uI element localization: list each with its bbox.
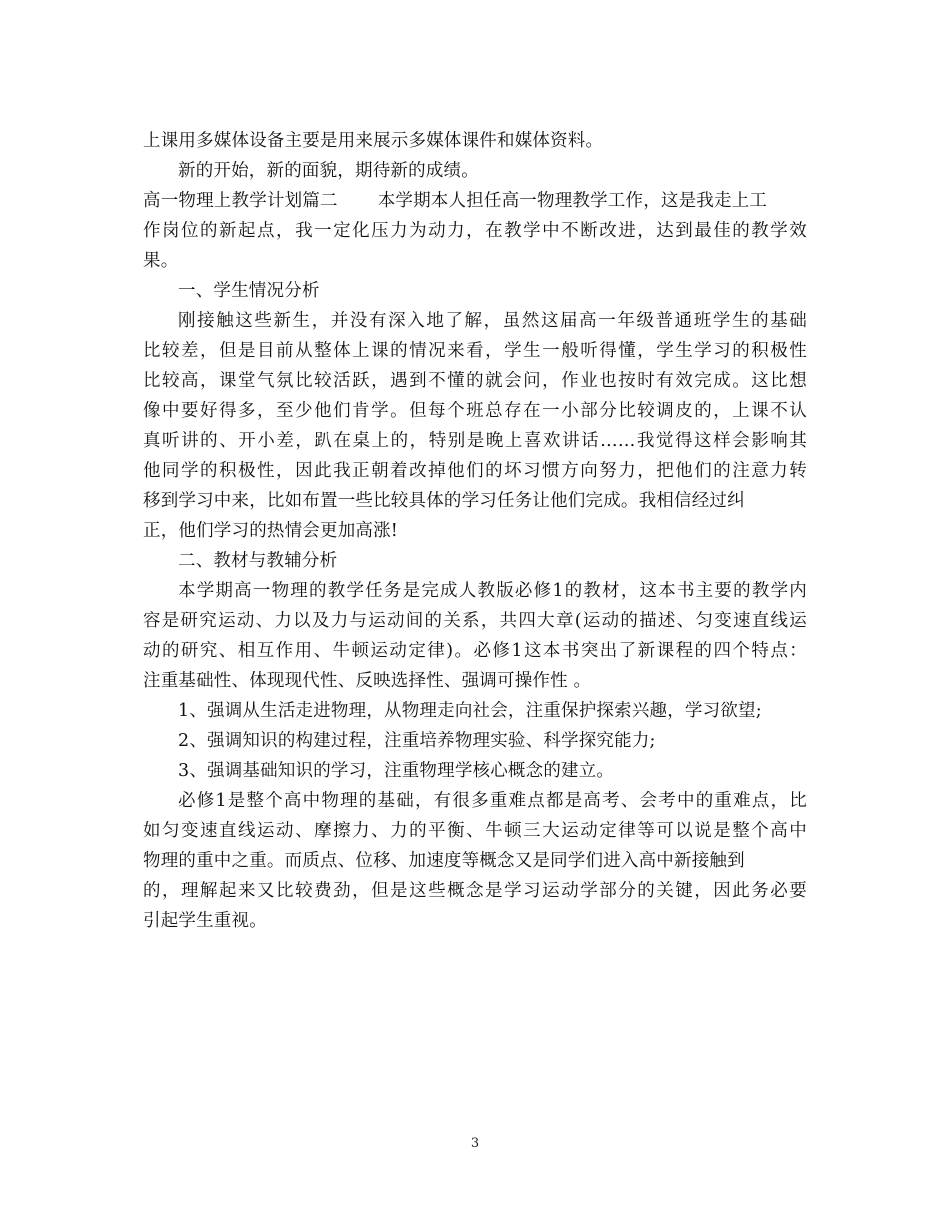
text-line: 移到学习中来，比如布置一些比较具体的学习任务让他们完成。我相信经过纠	[143, 491, 745, 511]
text-line: 真听讲的、开小差，趴在桌上的，特别是晚上喜欢讲话……我觉得这样会影响其	[143, 431, 807, 451]
section-heading: 一、学生情况分析	[178, 281, 320, 301]
text-line-continuation: 本学期本人担任高一物理教学工作，这是我走上工	[377, 191, 768, 211]
list-item: 3、强调基础知识的学习，注重物理学核心概念的建立。	[178, 761, 615, 781]
text-line: 如匀变速直线运动、摩擦力、力的平衡、牛顿三大运动定律等可以说是整个高中	[143, 821, 807, 841]
text-line: 新的开始，新的面貌，期待新的成绩。	[178, 161, 479, 181]
text-line: 正，他们学习的热情会更加高涨!	[143, 521, 399, 541]
text-line: 物理的重中之重。而质点、位移、加速度等概念又是同学们进入高中新接触到	[143, 851, 745, 871]
document-body	[143, 126, 807, 936]
text-line: 比较差，但是目前从整体上课的情况来看，学生一般听得懂，学生学习的积极性	[143, 341, 807, 361]
section-title: 高一物理上教学计划篇二	[143, 191, 338, 211]
text-line: 的，理解起来又比较费劲，但是这些概念是学习运动学部分的关键，因此务必要	[143, 881, 807, 901]
list-item: 1、强调从生活走进物理，从物理走向社会，注重保护探索兴趣，学习欲望;	[178, 701, 762, 721]
section-title-line	[143, 186, 807, 216]
text-line: 必修1是整个高中物理的基础，有很多重难点都是高考、会考中的重难点，比	[178, 791, 807, 811]
text-line: 本学期高一物理的教学任务是完成人教版必修1的教材，这本书主要的教学内	[178, 581, 807, 601]
text-line: 容是研究运动、力以及力与运动间的关系，共四大章(运动的描述、匀变速直线运	[143, 611, 807, 631]
text-line: 他同学的积极性，因此我正朝着改掉他们的坏习惯方向努力，把他们的注意力转	[143, 461, 807, 481]
text-line: 注重基础性、体现现代性、反映选择性、强调可操作性 。	[143, 671, 592, 691]
text-line: 动的研究、相互作用、牛顿运动定律)。必修1这本书突出了新课程的四个特点：	[143, 641, 807, 661]
text-line: 像中要好得多，至少他们肯学。但每个班总存在一小部分比较调皮的，上课不认	[143, 401, 807, 421]
text-line: 作岗位的新起点，我一定化压力为动力，在教学中不断改进，达到最佳的教学效	[143, 221, 807, 241]
text-line: 果。	[143, 251, 179, 271]
text-line: 比较高，课堂气氛比较活跃，遇到不懂的就会问，作业也按时有效完成。这比想	[143, 371, 807, 391]
page-number: 3	[470, 1136, 480, 1151]
list-item: 2、强调知识的构建过程，注重培养物理实验、科学探究能力;	[178, 731, 656, 751]
section-heading: 二、教材与教辅分析	[178, 551, 338, 571]
text-line: 上课用多媒体设备主要是用来展示多媒体课件和媒体资料。	[143, 131, 604, 151]
text-line: 刚接触这些新生，并没有深入地了解，虽然这届高一年级普通班学生的基础	[178, 311, 807, 331]
text-line: 引起学生重视。	[143, 911, 267, 931]
